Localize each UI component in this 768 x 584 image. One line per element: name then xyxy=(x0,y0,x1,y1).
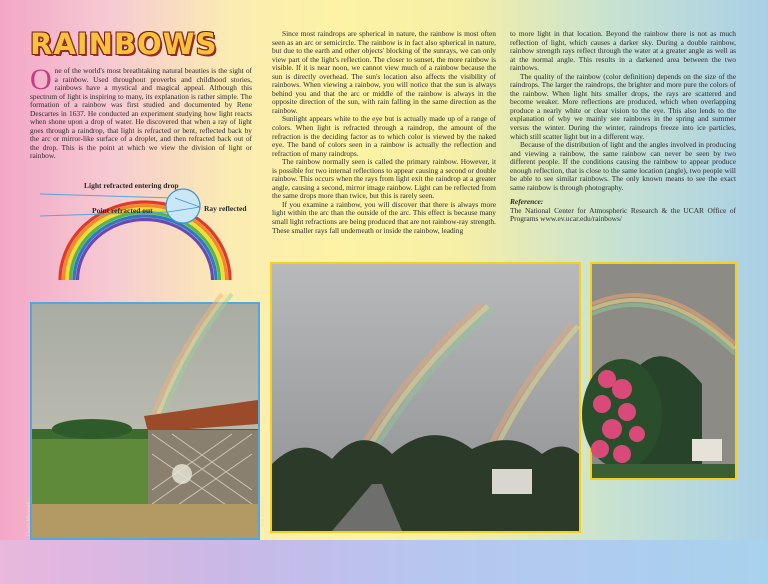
column-3 xyxy=(510,30,736,224)
page-title: RAINBOWS xyxy=(30,27,218,61)
intro-paragraph: One of the world's most breathtaking natural beauties is the sight of a rainbow. Used throughout proverbs and childhood stories, rainbows have a mystical and magical appeal. Although this spectrum of light is inspiring to many, its explanation is rather simple. The formation of a rainbow was first studied and documented by Rene Descartes in 1637. He conducted an experiment studying how light reacts when shone upon a drop of water. He discovered that when a ray of light goes through a raindrop, that light is refracted or bent, reflected back by the arc or mirror-like surface of a droplet, and then refracted back out of the drop. This is the point at which we view the division of light or rainbow. xyxy=(30,63,252,161)
column-1 xyxy=(30,63,252,161)
refraction-diagram xyxy=(40,180,260,290)
photo-credit: Pat Thornton xyxy=(582,441,588,471)
rainbow-arc-graphic xyxy=(40,180,260,290)
drop-cap: O xyxy=(30,63,52,96)
bottom-color-band xyxy=(0,540,768,584)
label-ray-reflected: Ray reflected xyxy=(204,204,247,213)
paragraph: to more light in that location. Beyond the rainbow there is not as much reflection of light, which causes a darker sky. During a double rainbow, rainbow strength rays reflect through the water at a greater angle as well as at the normal angle. This results in a darkened area between the two rainbows. xyxy=(510,29,736,73)
photo-shed-rainbow xyxy=(26,302,260,540)
label-point-refracted: Point refracted out xyxy=(92,206,153,215)
paragraph: If you examine a rainbow, you will discover that there is always more light within the arc than the outside of the arc. This effect is because many small light refractions are being produced that are not rainbow-ray strength. These smaller rays fall underneath or inside the rainbow, leading xyxy=(272,199,496,235)
paragraph: Since most raindrops are spherical in nature, the rainbow is most often seen as an arc or semicircle. The rainbow is in fact also spherical in nature, but due to the earth and other objects' blocking of the sunrays, we can only view part of the light's reflection. The closer to sunset, the more rainbow is visible. If it is near noon, we cannot view much of a rainbow because the sun is directly overhead. The sun's location also affects the visibility of rainbows. When viewing a rainbow, you will notice that the sun is always behind you and that the arc or middle of the rainbow is always in the opposite direction of the sun, with rain falling in the same direction as the rainbow. xyxy=(272,29,496,115)
photo-credit: Gwen Marshall xyxy=(26,501,32,536)
paragraph: Because of the distribution of light and the angles involved in producing and viewing a rainbow, the same rainbow can never be seen by two different people. If the conditions causing the rainbow to appear produce enough reflection, that is close to the same location (angle), two people will be able to see similar rainbows. The only known means to see the exact same rainbow is through photography. xyxy=(510,140,736,192)
paragraph: The rainbow normally seen is called the primary rainbow. However, it is possible for two internal reflections to appear causing a second or double rainbow. This occurs when the rays from light exit the raindrop at a greater angle, causing a second, mirror image rainbow. Light can be reflected from the same drops more than twice, but this is rarely seen. xyxy=(272,157,496,201)
reference-text: The National Center for Atmospheric Research & the UCAR Office of Programs www.ev.ucar.edu/rainbows/ xyxy=(510,205,736,224)
photo-tree-rainbow xyxy=(582,262,737,480)
column-2 xyxy=(272,30,496,235)
photo-credit: Pat Thornton xyxy=(260,496,266,526)
photo-double-rainbow xyxy=(260,262,581,533)
label-light-entering: Light refracted entering drop xyxy=(84,181,179,190)
paragraph: The quality of the rainbow (color definition) depends on the size of the raindrops. The larger the raindrops, the brighter and more pure the colors of the rainbow. When light hits smaller drops, the rays are scattered and become weaker. More reflections are produced, which when overlapping produce a nearly white or clear vision to the eye. This also lends to the explanation of why we mainly see rainbows in the spring and summer versus the winter. During the winter, raindrops freeze into ice particles, which still scatter light but in a different way. xyxy=(510,71,736,141)
paragraph: Sunlight appears white to the eye but is actually made up of a range of colors. When light is refracted through a raindrop, the amount of the refraction is the deciding factor as to which color is viewed by the naked eye. The band of colors seen in a rainbow is actually the reflection and refraction of many raindrops. xyxy=(272,114,496,158)
reference-label: Reference: xyxy=(510,197,544,207)
